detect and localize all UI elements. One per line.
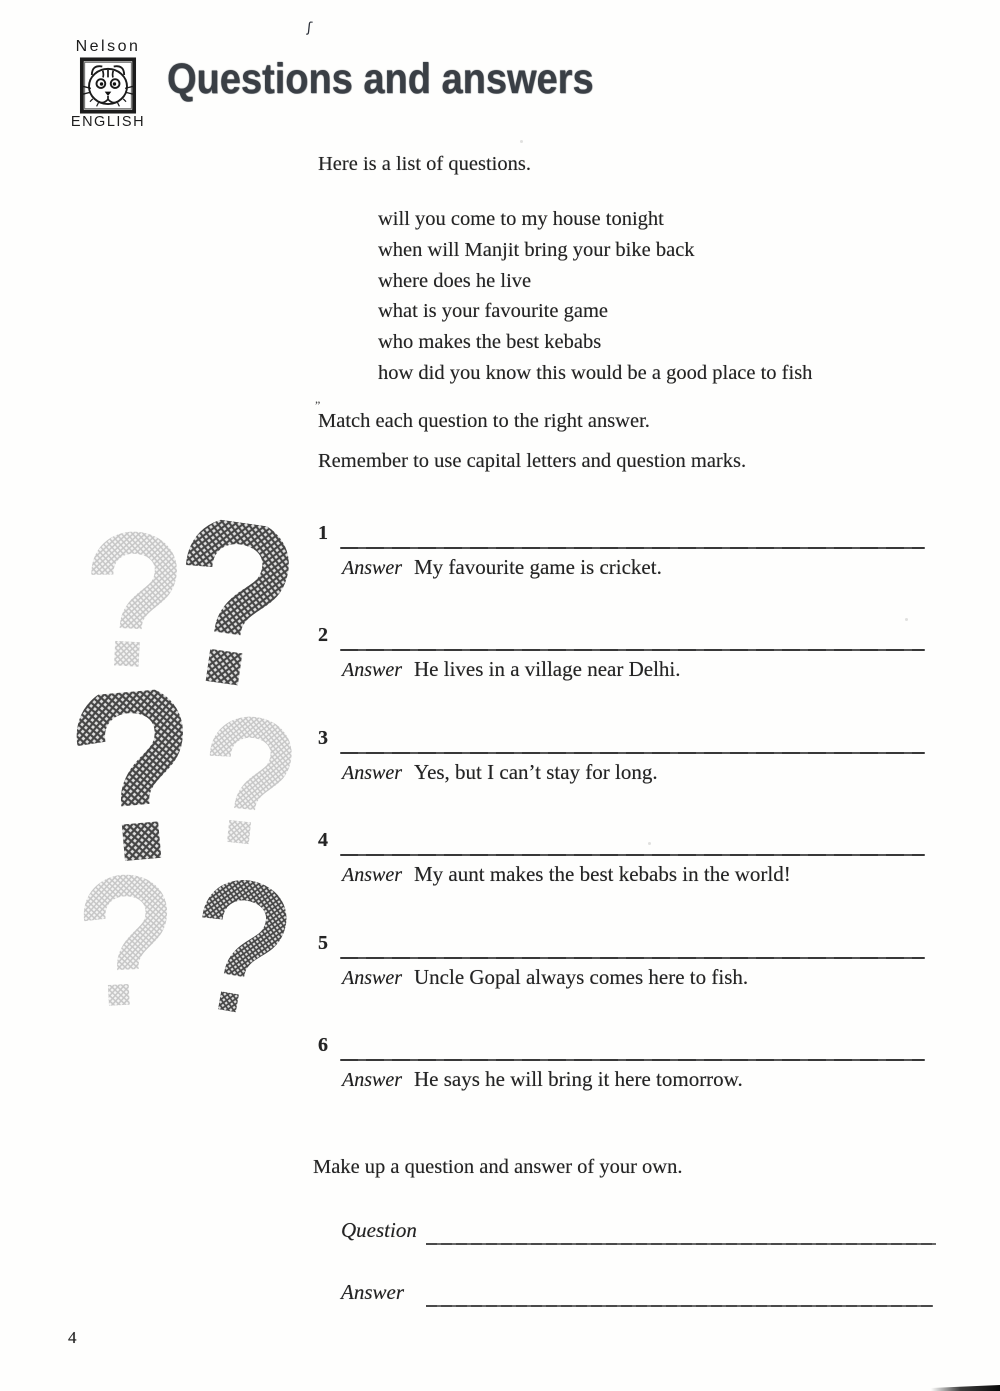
question-mark-decoration-light bbox=[78, 870, 174, 1026]
item-number: 5 bbox=[318, 932, 328, 954]
item-number: 1 bbox=[318, 522, 328, 544]
scan-speck bbox=[905, 618, 908, 621]
page-number: 4 bbox=[68, 1328, 77, 1347]
answer-writing-line bbox=[340, 1059, 925, 1061]
answer-writing-line bbox=[340, 547, 925, 549]
item-number: 4 bbox=[318, 829, 328, 851]
answer-label: Answer bbox=[342, 762, 402, 784]
question-item: who makes the best kebabs bbox=[378, 331, 602, 354]
answer-text: My aunt makes the best kebabs in the world! bbox=[414, 862, 791, 886]
instruction-match: Match each question to the right answer. bbox=[318, 410, 650, 432]
question-mark-decoration-dark bbox=[63, 687, 202, 869]
question-list bbox=[378, 204, 812, 389]
answer-label: Answer bbox=[342, 864, 402, 886]
answer-writing-line bbox=[340, 752, 925, 754]
tiger-face-icon bbox=[79, 57, 137, 114]
answer-writing-line bbox=[426, 1305, 933, 1307]
instruction-remember: Remember to use capital letters and question marks. bbox=[318, 450, 747, 472]
exercise-item-4 bbox=[318, 829, 930, 919]
question-mark-decoration-dark bbox=[179, 869, 295, 1037]
scan-artifact-quote: ” bbox=[315, 398, 320, 412]
answer-row bbox=[342, 965, 748, 990]
intro-text: Here is a list of questions. bbox=[318, 153, 531, 175]
exercise-item-1 bbox=[318, 522, 930, 612]
answer-row bbox=[342, 1067, 743, 1092]
answer-text: He says he will bring it here tomorrow. bbox=[414, 1067, 743, 1091]
answer-text: He lives in a village near Delhi. bbox=[414, 657, 681, 681]
item-number: 3 bbox=[318, 727, 328, 749]
exercise-item-5 bbox=[318, 932, 930, 1022]
question-mark-decoration-light bbox=[195, 708, 296, 868]
scan-edge-shadow bbox=[928, 1385, 1000, 1391]
scan-speck bbox=[520, 140, 523, 143]
question-label: Question bbox=[341, 1218, 417, 1242]
answer-row bbox=[342, 862, 791, 887]
answer-text: Uncle Gopal always comes here to fish. bbox=[414, 965, 749, 989]
answer-text: My favourite game is cricket. bbox=[414, 555, 662, 579]
exercise-item-3 bbox=[318, 727, 930, 817]
question-item: where does he live bbox=[378, 269, 532, 292]
question-item: what is your favourite game bbox=[378, 300, 608, 323]
logo-series-text: ENGLISH bbox=[70, 114, 146, 130]
answer-label: Answer bbox=[342, 557, 402, 579]
answer-writing-line bbox=[340, 854, 925, 856]
answer-label: Answer bbox=[342, 1069, 402, 1091]
answer-writing-line bbox=[340, 957, 925, 959]
nelson-english-logo bbox=[70, 38, 146, 130]
answer-text: Yes, but I can’t stay for long. bbox=[414, 760, 658, 784]
scan-artifact-squiggle: ʃ bbox=[306, 19, 313, 37]
item-number: 6 bbox=[318, 1034, 328, 1056]
question-writing-line bbox=[426, 1243, 936, 1245]
question-mark-decoration-dark bbox=[165, 515, 296, 698]
question-item: how did you know this would be a good place to fish bbox=[378, 361, 813, 384]
question-item: will you come to my house tonight bbox=[378, 208, 664, 230]
answer-writing-line bbox=[340, 649, 925, 651]
answer-row bbox=[342, 657, 681, 682]
item-number: 2 bbox=[318, 624, 328, 646]
question-item: when will Manjit bring your bike back bbox=[378, 238, 695, 261]
answer-label: Answer bbox=[342, 967, 402, 989]
question-mark-decoration-light bbox=[82, 522, 181, 691]
exercise-item-2 bbox=[318, 624, 930, 714]
logo-publisher-text: Nelson bbox=[75, 38, 141, 55]
answer-row bbox=[342, 760, 658, 785]
answer-label: Answer bbox=[342, 659, 402, 681]
exercise-item-6 bbox=[318, 1034, 930, 1124]
make-up-prompt: Make up a question and answer of your own. bbox=[313, 1156, 683, 1178]
page-title: Questions and answers bbox=[167, 56, 594, 104]
answer-label: Answer bbox=[341, 1280, 404, 1304]
answer-row bbox=[342, 555, 662, 580]
